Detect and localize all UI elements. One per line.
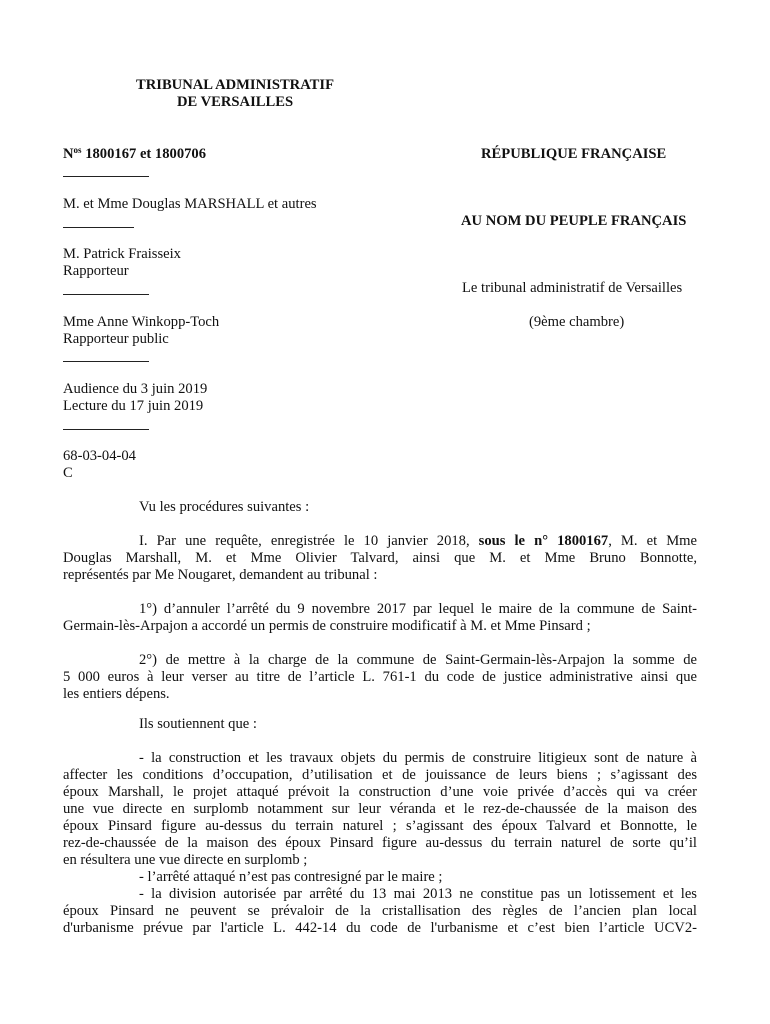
case-reference: sous le n° 1800167	[478, 533, 609, 549]
paragraph-line: affecter les conditions d’occupation, d’utilisation et de jouissance de leurs biens ; s’agissant des	[63, 767, 697, 783]
paragraph-line: époux Pinsard figure au-dessus du terrain naturel ; s’agissant des époux Talvard et Bonnotte, le	[63, 818, 697, 834]
paragraph-line: 5 000 euros à leur verser au titre de l’article L. 761-1 du code de justice administrative ainsi que	[63, 669, 697, 685]
paragraph-line: en résultera une vue directe en surplomb ;	[63, 852, 308, 868]
paragraph-line: une vue directe en surplomb notamment sur leur véranda et le rez-de-chaussée de la maison des	[63, 801, 697, 817]
paragraph-line: rez-de-chaussée de la maison des époux Pinsard figure au-dessus du terrain naturel de sorte qu’il	[63, 835, 697, 851]
paragraph-claim-1	[63, 601, 697, 635]
paragraph-line: époux Pinsard ne peuvent se prévaloir de la cristallisation des règles de l’ancien plan local	[63, 903, 697, 919]
case-number-sup: os	[73, 145, 82, 155]
paragraph-line: Douglas Marshall, M. et Mme Olivier Talvard, ainsi que M. et Mme Bruno Bonnotte,	[63, 550, 697, 566]
public-rapporteur-name: Mme Anne Winkopp-Toch	[63, 314, 220, 330]
chamber: (9ème chambre)	[529, 314, 625, 330]
divider	[63, 294, 149, 295]
reading-date: Lecture du 17 juin 2019	[63, 398, 204, 414]
intro-line: Vu les procédures suivantes :	[139, 499, 310, 515]
divider	[63, 176, 149, 177]
arguments-intro: Ils soutiennent que :	[139, 716, 257, 732]
republic-heading: RÉPUBLIQUE FRANÇAISE	[481, 146, 667, 162]
paragraph-line: les entiers dépens.	[63, 686, 170, 702]
classification-letter: C	[63, 465, 73, 481]
paragraph-argument-3	[63, 886, 697, 937]
divider	[63, 227, 134, 228]
case-number: $N^{os}$ 1800167 et 1800706	[63, 145, 207, 162]
paragraph-line: 1°) d’annuler l’arrêté du 9 novembre 2017 par lequel le maire de la commune de Saint-	[139, 601, 697, 617]
paragraph-claim-2	[63, 652, 697, 703]
paragraph-argument-1	[63, 750, 697, 869]
divider	[63, 361, 149, 362]
paragraph-request	[63, 533, 697, 584]
classification-code: 68-03-04-04	[63, 448, 136, 464]
public-rapporteur-role: Rapporteur public	[63, 331, 169, 347]
court-line-1: TRIBUNAL ADMINISTRATIF	[136, 77, 334, 93]
rapporteur-name: M. Patrick Fraisseix	[63, 246, 181, 262]
paragraph-line: 2°) de mettre à la charge de la commune de Saint-Germain-lès-Arpajon la somme de	[139, 652, 697, 668]
tribunal-line: Le tribunal administratif de Versailles	[462, 280, 683, 296]
paragraph-line: représentés par Me Nougaret, demandent au tribunal :	[63, 567, 378, 583]
court-line-2: DE VERSAILLES	[176, 94, 294, 110]
court-name	[120, 77, 350, 111]
argument-2: - l’arrêté attaqué n’est pas contresigné par le maire ;	[139, 869, 443, 885]
case-numbers: 1800167 et 1800706	[81, 146, 207, 162]
divider	[63, 429, 149, 430]
paragraph-line: I. Par une requête, enregistrée le 10 janvier 2018, sous le n° 1800167, M. et Mme	[139, 533, 697, 549]
paragraph-line: époux Marshall, le projet attaqué prévoit la construction d’une voie privée d’accès qui va créer	[63, 784, 697, 800]
parties: M. et Mme Douglas MARSHALL et autres	[63, 196, 317, 212]
in-the-name-heading: AU NOM DU PEUPLE FRANÇAIS	[461, 213, 687, 229]
paragraph-line: - la division autorisée par arrêté du 13 mai 2013 ne constitue pas un lotissement et les	[139, 886, 697, 902]
paragraph-line: Germain-lès-Arpajon a accordé un permis de construire modificatif à M. et Mme Pinsard ;	[63, 618, 591, 634]
hearing-date: Audience du 3 juin 2019	[63, 381, 208, 397]
rapporteur-role: Rapporteur	[63, 263, 129, 279]
paragraph-line: - la construction et les travaux objets du permis de construire litigieux sont de nature à	[139, 750, 697, 766]
paragraph-line: d'urbanisme prévue par l'article L. 442-14 du code de l'urbanisme et c’est bien l’article UCV2-	[63, 920, 697, 936]
